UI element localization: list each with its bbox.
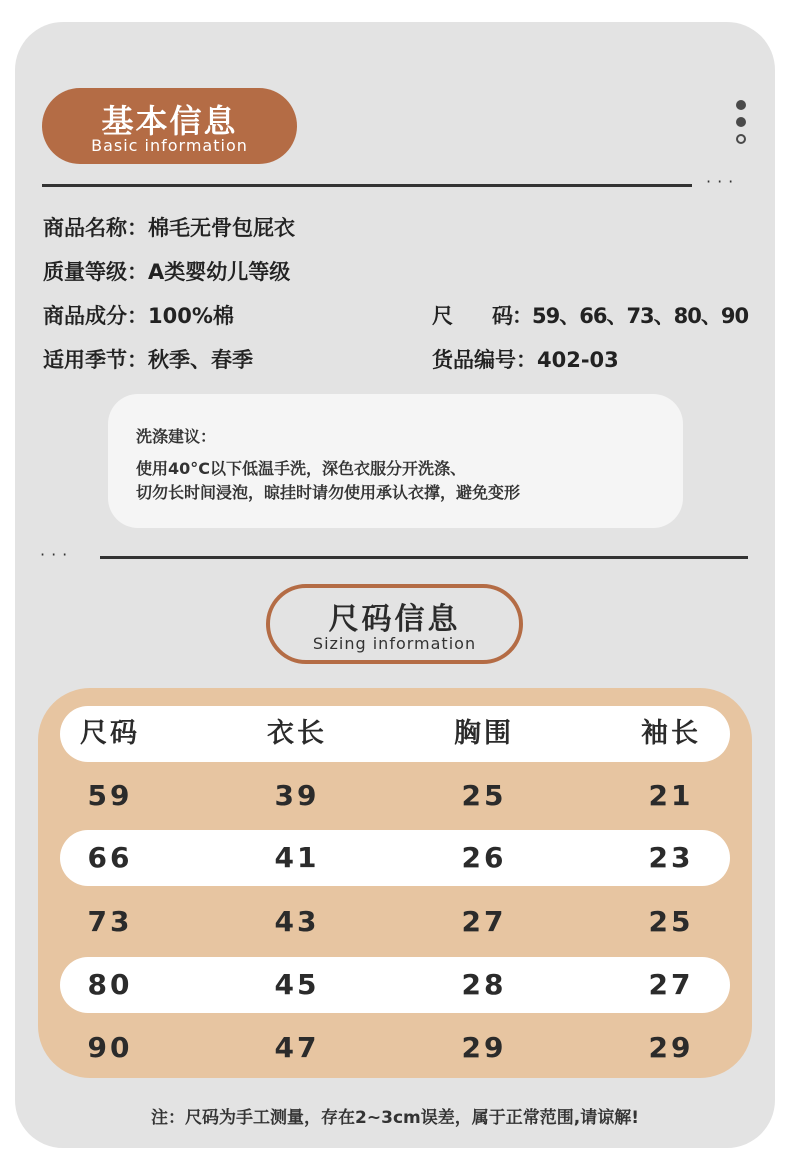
dot-icon xyxy=(736,100,746,110)
item-number-row xyxy=(432,344,619,374)
table-row xyxy=(60,894,730,950)
sizing-info-title: 尺码信息 xyxy=(328,602,461,637)
cell-chest: 29 xyxy=(461,1031,507,1064)
cell-length: 39 xyxy=(274,779,320,812)
dot-icon xyxy=(736,117,746,127)
material-label: 商品成分： xyxy=(43,304,148,328)
divider-top xyxy=(42,184,692,187)
cell-length: 43 xyxy=(274,905,320,938)
cell-length: 45 xyxy=(274,968,320,1001)
cell-sleeve: 23 xyxy=(648,841,694,874)
season-row xyxy=(43,344,253,374)
product-name-value: 棉毛无骨包屁衣 xyxy=(148,216,295,240)
divider-mid xyxy=(100,556,748,559)
product-name-label: 商品名称： xyxy=(43,216,148,240)
header-chest: 胸围 xyxy=(454,718,514,749)
dots-menu-icon xyxy=(736,100,748,151)
divider-mid-dots: ··· xyxy=(40,545,74,564)
cell-chest: 25 xyxy=(461,779,507,812)
item-number-label: 货品编号： xyxy=(432,348,537,372)
season-label: 适用季节： xyxy=(43,348,148,372)
cell-length: 47 xyxy=(274,1031,320,1064)
cell-chest: 26 xyxy=(461,841,507,874)
measurement-note: 注：尺码为手工测量，存在2~3cm误差，属于正常范围,请谅解! xyxy=(151,1108,639,1128)
basic-info-subtitle: Basic information xyxy=(91,136,248,155)
divider-top-dots: ··· xyxy=(706,172,740,191)
season-value: 秋季、春季 xyxy=(148,348,253,372)
table-row xyxy=(60,830,730,886)
dot-outline-icon xyxy=(736,134,746,144)
cell-sleeve: 29 xyxy=(648,1031,694,1064)
cell-size: 59 xyxy=(87,779,133,812)
material-value: 100%棉 xyxy=(148,304,234,328)
item-number-value: 402-03 xyxy=(537,348,619,372)
material-row xyxy=(43,300,234,330)
wash-advice-title: 洗涤建议： xyxy=(136,427,217,446)
basic-info-badge xyxy=(42,88,297,164)
quality-grade-row xyxy=(43,256,290,286)
cell-size: 66 xyxy=(87,841,133,874)
size-range-value: 59、66、73、80、90 xyxy=(532,304,749,328)
table-row xyxy=(60,1020,730,1076)
cell-size: 80 xyxy=(87,968,133,1001)
sizing-info-badge xyxy=(266,584,523,664)
wash-advice-box xyxy=(108,394,683,528)
size-table-header xyxy=(60,706,730,762)
table-row xyxy=(60,768,730,824)
quality-grade-value: A类婴幼儿等级 xyxy=(148,260,291,284)
sizing-info-subtitle: Sizing information xyxy=(312,634,477,653)
basic-info-title: 基本信息 xyxy=(101,102,238,140)
cell-sleeve: 21 xyxy=(648,779,694,812)
table-row xyxy=(60,957,730,1013)
wash-advice-line-1: 使用40°C以下低温手洗，深色衣服分开洗涤、 xyxy=(136,459,467,478)
cell-sleeve: 25 xyxy=(648,905,694,938)
product-name-row xyxy=(43,212,295,242)
cell-size: 90 xyxy=(87,1031,133,1064)
size-range-label: 尺 码： xyxy=(432,304,532,328)
cell-chest: 27 xyxy=(461,905,507,938)
cell-chest: 28 xyxy=(461,968,507,1001)
header-size: 尺码 xyxy=(80,718,140,749)
header-length: 衣长 xyxy=(267,718,327,749)
size-range-row xyxy=(432,300,748,330)
quality-grade-label: 质量等级： xyxy=(43,260,148,284)
cell-size: 73 xyxy=(87,905,133,938)
cell-length: 41 xyxy=(274,841,320,874)
header-sleeve: 袖长 xyxy=(641,718,701,749)
wash-advice-line-2: 切勿长时间浸泡，晾挂时请勿使用承认衣撑，避免变形 xyxy=(136,483,521,502)
cell-sleeve: 27 xyxy=(648,968,694,1001)
